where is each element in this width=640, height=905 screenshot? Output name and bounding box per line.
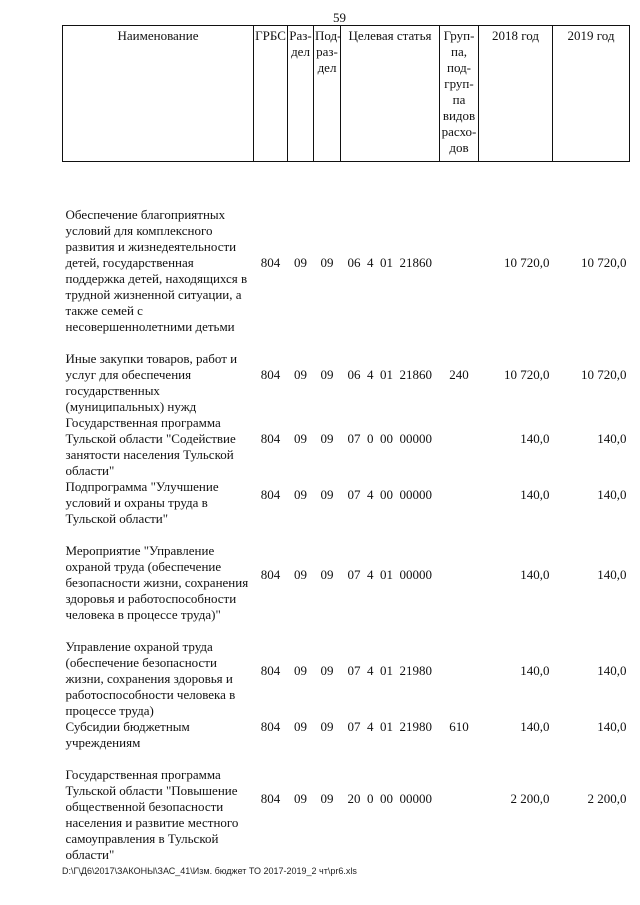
table-row <box>63 719 630 751</box>
row-razdel: 09 <box>294 719 307 734</box>
row-name: Управление охраной труда (обеспечение безопасности жизни, сохранения здоровья и работоспособности человека в процессе труда) <box>65 639 236 718</box>
row-podrazdel: 09 <box>320 663 334 678</box>
header-y2019: 2019 год <box>553 26 630 162</box>
row-target: 07 4 00 00000 <box>347 487 432 502</box>
table-row <box>63 162 630 336</box>
row-podrazdel: 09 <box>320 567 334 582</box>
row-podrazdel: 09 <box>320 367 334 382</box>
row-name: Обеспечение благоприятных условий для комплексного развития и жизнедеятельности детей, государственная поддержка детей, находящихся в трудной жизненной ситуации, а также семей с несовершеннолетними детьми <box>65 207 248 334</box>
row-name: Мероприятие "Управление охраной труда (обеспечение безопасности жизни, сохранения здоровья и работоспособности человека в процессе труда)" <box>65 543 249 622</box>
table-body <box>63 162 630 864</box>
row-group <box>440 751 479 863</box>
header-group: Груп- па, под- груп- па видов расхо- дов <box>440 26 479 162</box>
header-target: Целевая статья <box>341 26 440 162</box>
row-y2019: 140,0 <box>597 567 627 582</box>
row-razdel: 09 <box>294 567 307 582</box>
row-podrazdel: 09 <box>320 719 334 734</box>
row-group <box>440 479 479 527</box>
header-name: Наименование <box>63 26 254 162</box>
table-row <box>63 415 630 479</box>
row-y2019: 140,0 <box>597 487 627 502</box>
row-grbs: 804 <box>260 487 281 502</box>
row-y2018: 10 720,0 <box>504 367 550 382</box>
footer-file-path: D:\Г\Д6\2017\ЗАКОНЫ\ЗАС_41\Изм. бюджет ТО 2017-2019_2 чт\pr6.xls <box>62 866 357 876</box>
row-y2018: 140,0 <box>520 567 550 582</box>
row-razdel: 09 <box>294 663 307 678</box>
row-razdel: 09 <box>294 431 307 446</box>
row-group <box>440 527 479 623</box>
row-target: 06 4 01 21860 <box>347 367 432 382</box>
row-razdel: 09 <box>294 255 307 270</box>
row-podrazdel: 09 <box>320 431 334 446</box>
row-group <box>440 415 479 479</box>
page-number: 59 <box>333 10 346 25</box>
row-group <box>440 162 479 336</box>
row-grbs: 804 <box>260 719 281 734</box>
row-y2018: 2 200,0 <box>510 791 550 806</box>
row-name: Иные закупки товаров, работ и услуг для обеспечения государственных (муниципальных) нужд <box>65 351 238 414</box>
row-razdel: 09 <box>294 487 307 502</box>
row-name: Государственная программа Тульской области "Содействие занятости населения Тульской области" <box>65 415 236 478</box>
row-grbs: 804 <box>260 567 281 582</box>
row-y2019: 140,0 <box>597 719 627 734</box>
header-y2018: 2018 год <box>479 26 553 162</box>
header-grbs: ГРБС <box>254 26 288 162</box>
row-y2019: 140,0 <box>597 663 627 678</box>
row-y2019: 10 720,0 <box>581 367 627 382</box>
row-y2019: 140,0 <box>597 431 627 446</box>
row-grbs: 804 <box>260 663 281 678</box>
row-y2018: 140,0 <box>520 431 550 446</box>
row-target: 07 4 01 21980 <box>347 719 432 734</box>
row-podrazdel: 09 <box>320 255 334 270</box>
table-row <box>63 335 630 415</box>
row-grbs: 804 <box>260 255 281 270</box>
row-y2018: 140,0 <box>520 719 550 734</box>
row-grbs: 804 <box>260 431 281 446</box>
row-grbs: 804 <box>260 367 281 382</box>
header-podrazdel: Под- раз- дел <box>314 26 341 162</box>
row-name: Государственная программа Тульской области "Повышение общественной безопасности населения и развитие местного самоуправления в Тульской области" <box>65 767 239 862</box>
budget-table <box>62 25 630 863</box>
row-grbs: 804 <box>260 791 281 806</box>
row-target: 07 0 00 00000 <box>347 431 432 446</box>
row-group: 610 <box>449 719 469 734</box>
row-group: 240 <box>449 367 469 382</box>
table-row <box>63 527 630 623</box>
row-y2018: 10 720,0 <box>504 255 550 270</box>
row-podrazdel: 09 <box>320 791 334 806</box>
row-podrazdel: 09 <box>320 487 334 502</box>
table-row <box>63 479 630 527</box>
row-y2018: 140,0 <box>520 663 550 678</box>
row-target: 07 4 01 00000 <box>347 567 432 582</box>
table-header-row <box>63 26 630 162</box>
row-group <box>440 623 479 719</box>
row-y2018: 140,0 <box>520 487 550 502</box>
table-row <box>63 623 630 719</box>
row-razdel: 09 <box>294 791 307 806</box>
row-name: Субсидии бюджетным учреждениям <box>65 719 190 750</box>
row-target: 06 4 01 21860 <box>347 255 432 270</box>
row-target: 07 4 01 21980 <box>347 663 432 678</box>
row-target: 20 0 00 00000 <box>347 791 432 806</box>
header-razdel: Раз- дел <box>288 26 314 162</box>
row-razdel: 09 <box>294 367 307 382</box>
row-y2019: 10 720,0 <box>581 255 627 270</box>
row-y2019: 2 200,0 <box>587 791 627 806</box>
table-row <box>63 751 630 863</box>
row-name: Подпрограмма "Улучшение условий и охраны труда в Тульской области" <box>65 479 219 526</box>
